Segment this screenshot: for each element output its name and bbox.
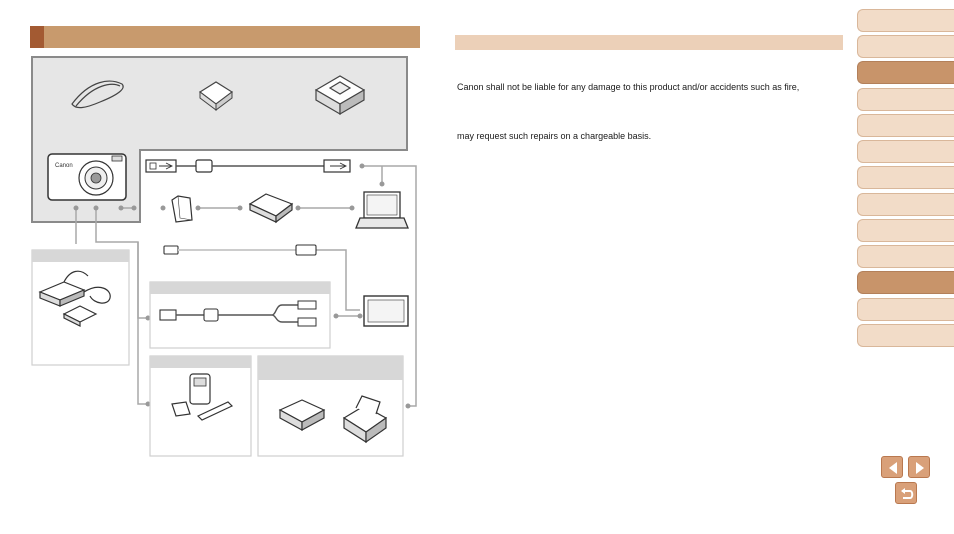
sidebar-tab-9[interactable] xyxy=(857,219,954,242)
return-arrow-icon xyxy=(896,483,918,505)
sidebar-tab-11[interactable] xyxy=(857,271,954,294)
sidebar-tab-6[interactable] xyxy=(857,140,954,163)
sidebar-tab-5[interactable] xyxy=(857,114,954,137)
subsection-header-bar xyxy=(455,35,843,50)
previous-page-button[interactable] xyxy=(881,456,903,478)
sidebar-tab-12[interactable] xyxy=(857,298,954,321)
camera-brand-label: Canon xyxy=(55,163,73,169)
sidebar-tab-7[interactable] xyxy=(857,166,954,189)
tv-icon xyxy=(364,296,408,326)
flash-panel xyxy=(150,356,251,456)
computer-icon xyxy=(356,192,408,228)
return-button[interactable] xyxy=(895,482,917,504)
sidebar-tab-3[interactable] xyxy=(857,61,954,84)
sidebar-tab-1[interactable] xyxy=(857,9,954,32)
hdmi-cable-icon xyxy=(164,245,316,255)
sidebar-tab-4[interactable] xyxy=(857,88,954,111)
triangle-left-icon xyxy=(882,457,904,479)
system-diagram xyxy=(0,0,440,534)
body-text-line-2: may request such repairs on a chargeable basis. xyxy=(457,131,652,141)
sidebar-tab-8[interactable] xyxy=(857,193,954,216)
next-page-button[interactable] xyxy=(908,456,930,478)
triangle-right-icon xyxy=(909,457,931,479)
sidebar-tab-10[interactable] xyxy=(857,245,954,268)
usb-cable-icon xyxy=(146,160,350,172)
camera-icon xyxy=(48,154,126,200)
body-text-line-1: Canon shall not be liable for any damage to this product and/or accidents such as fire, xyxy=(457,82,800,92)
memory-card-icon xyxy=(172,196,192,222)
sidebar-tab-2[interactable] xyxy=(857,35,954,58)
sidebar-tab-13[interactable] xyxy=(857,324,954,347)
card-reader-icon xyxy=(250,194,292,222)
